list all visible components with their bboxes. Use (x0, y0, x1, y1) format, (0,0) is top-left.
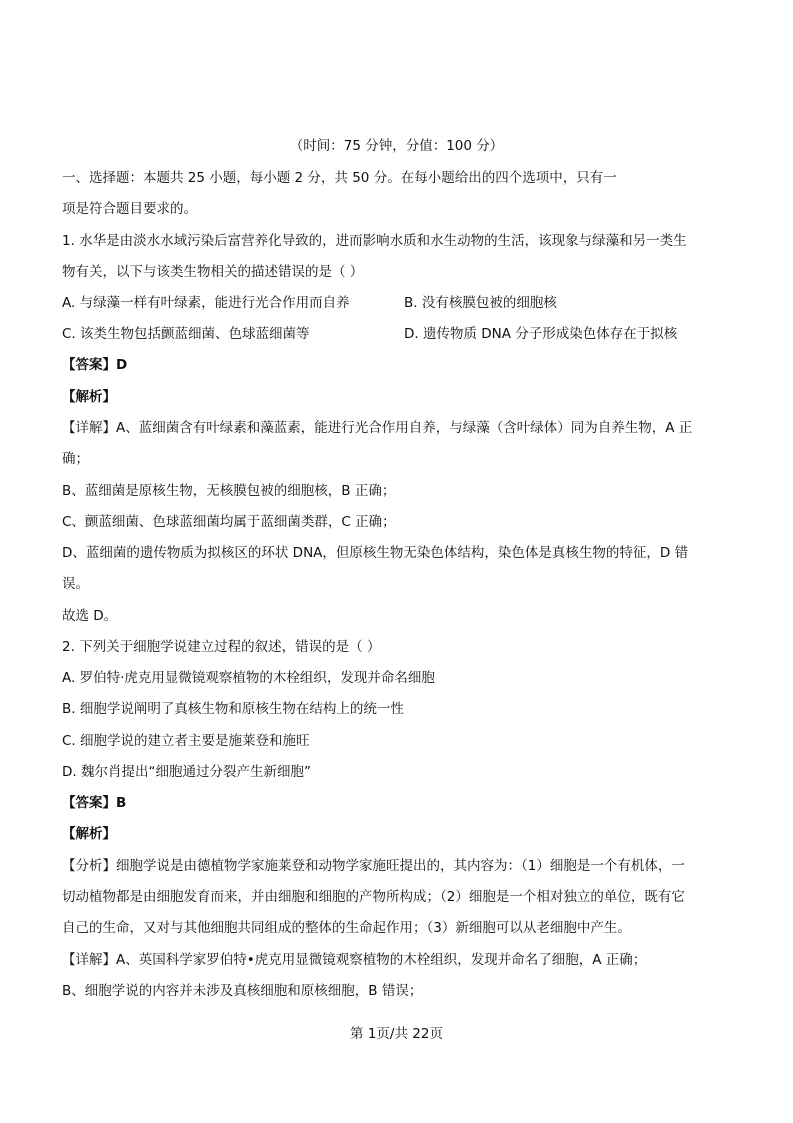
exam-time-score: （时间：75 分钟，分值：100 分） (289, 138, 504, 154)
q1-detail-line2: 确； (62, 451, 89, 467)
q1-option-a: A. 与绿藻一样有叶绿素，能进行光合作用而自养 (62, 295, 350, 311)
section-instructions-line2: 项是符合题目要求的。 (62, 201, 197, 217)
q2-option-b: B. 细胞学说阐明了真核生物和原核生物在结构上的统一性 (62, 701, 404, 717)
q2-detail-line2: B、细胞学说的内容并未涉及真核细胞和原核细胞，B 错误； (62, 983, 423, 999)
page-footer: 第 1页/共 22页 (350, 1026, 443, 1042)
q1-detail-line6: 误。 (62, 576, 89, 592)
q1-option-b: B. 没有核膜包被的细胞核 (404, 295, 557, 311)
q2-stem: 2. 下列关于细胞学说建立过程的叙述，错误的是（ ） (62, 639, 381, 655)
q1-option-c: C. 该类生物包括颤蓝细菌、色球蓝细菌等 (62, 326, 310, 342)
q1-options-row2 (62, 324, 723, 344)
q1-stem-line2: 物有关，以下与该类生物相关的描述错误的是（ ） (62, 264, 364, 280)
q2-fenxi-line1: 【分析】细胞学说是由德植物学家施莱登和动物学家施旺提出的，其内容为：（1）细胞是一个有机体，一 (62, 858, 685, 874)
q1-detail-line5: D、蓝细菌的遗传物质为拟核区的环状 DNA，但原核生物无染色体结构，染色体是真核生物的特征，D 错 (62, 545, 689, 561)
q1-detail-line3: B、蓝细菌是原核生物，无核膜包被的细胞核，B 正确； (62, 483, 396, 499)
q2-fenxi-line2: 切动植物都是由细胞发育而来，并由细胞和细胞的产物所构成；（2）细胞是一个相对独立的单位，既有它 (62, 889, 685, 905)
q1-detail-line4: C、颤蓝细菌、色球蓝细菌均属于蓝细菌类群，C 正确； (62, 514, 396, 530)
q2-detail-line1: 【详解】A、英国科学家罗伯特•虎克用显微镜观察植物的木栓组织，发现并命名了细胞，A 正确； (62, 952, 647, 968)
q2-answer: 【答案】B (62, 795, 127, 811)
q1-detail-line1: 【详解】A、蓝细菌含有叶绿素和藻蓝素，能进行光合作用自养，与绿藻（含叶绿体）同为自养生物，A 正 (62, 420, 693, 436)
q1-stem-line1: 1. 水华是由淡水水域污染后富营养化导致的，进而影响水质和水生动物的生活，该现象与绿藻和另一类生 (62, 233, 687, 249)
q1-answer: 【答案】D (62, 357, 128, 373)
q2-analysis-heading: 【解析】 (62, 826, 116, 842)
q2-option-a: A. 罗伯特·虎克用显微镜观察植物的木栓组织，发现并命名细胞 (62, 670, 435, 686)
q2-fenxi-line3: 自己的生命，又对与其他细胞共同组成的整体的生命起作用；（3）新细胞可以从老细胞中产生。 (62, 920, 631, 936)
q1-conclusion: 故选 D。 (62, 608, 118, 624)
q2-option-c: C. 细胞学说的建立者主要是施莱登和施旺 (62, 733, 310, 749)
q1-options-row1 (62, 293, 723, 313)
q1-option-d: D. 遗传物质 DNA 分子形成染色体存在于拟核 (404, 326, 678, 342)
q2-option-d: D. 魏尔肖提出“细胞通过分裂产生新细胞” (62, 764, 311, 780)
section-instructions-line1: 一、选择题：本题共 25 小题，每小题 2 分，共 50 分。在每小题给出的四个选项中，只有一 (62, 170, 617, 186)
q1-analysis-heading: 【解析】 (62, 389, 116, 405)
